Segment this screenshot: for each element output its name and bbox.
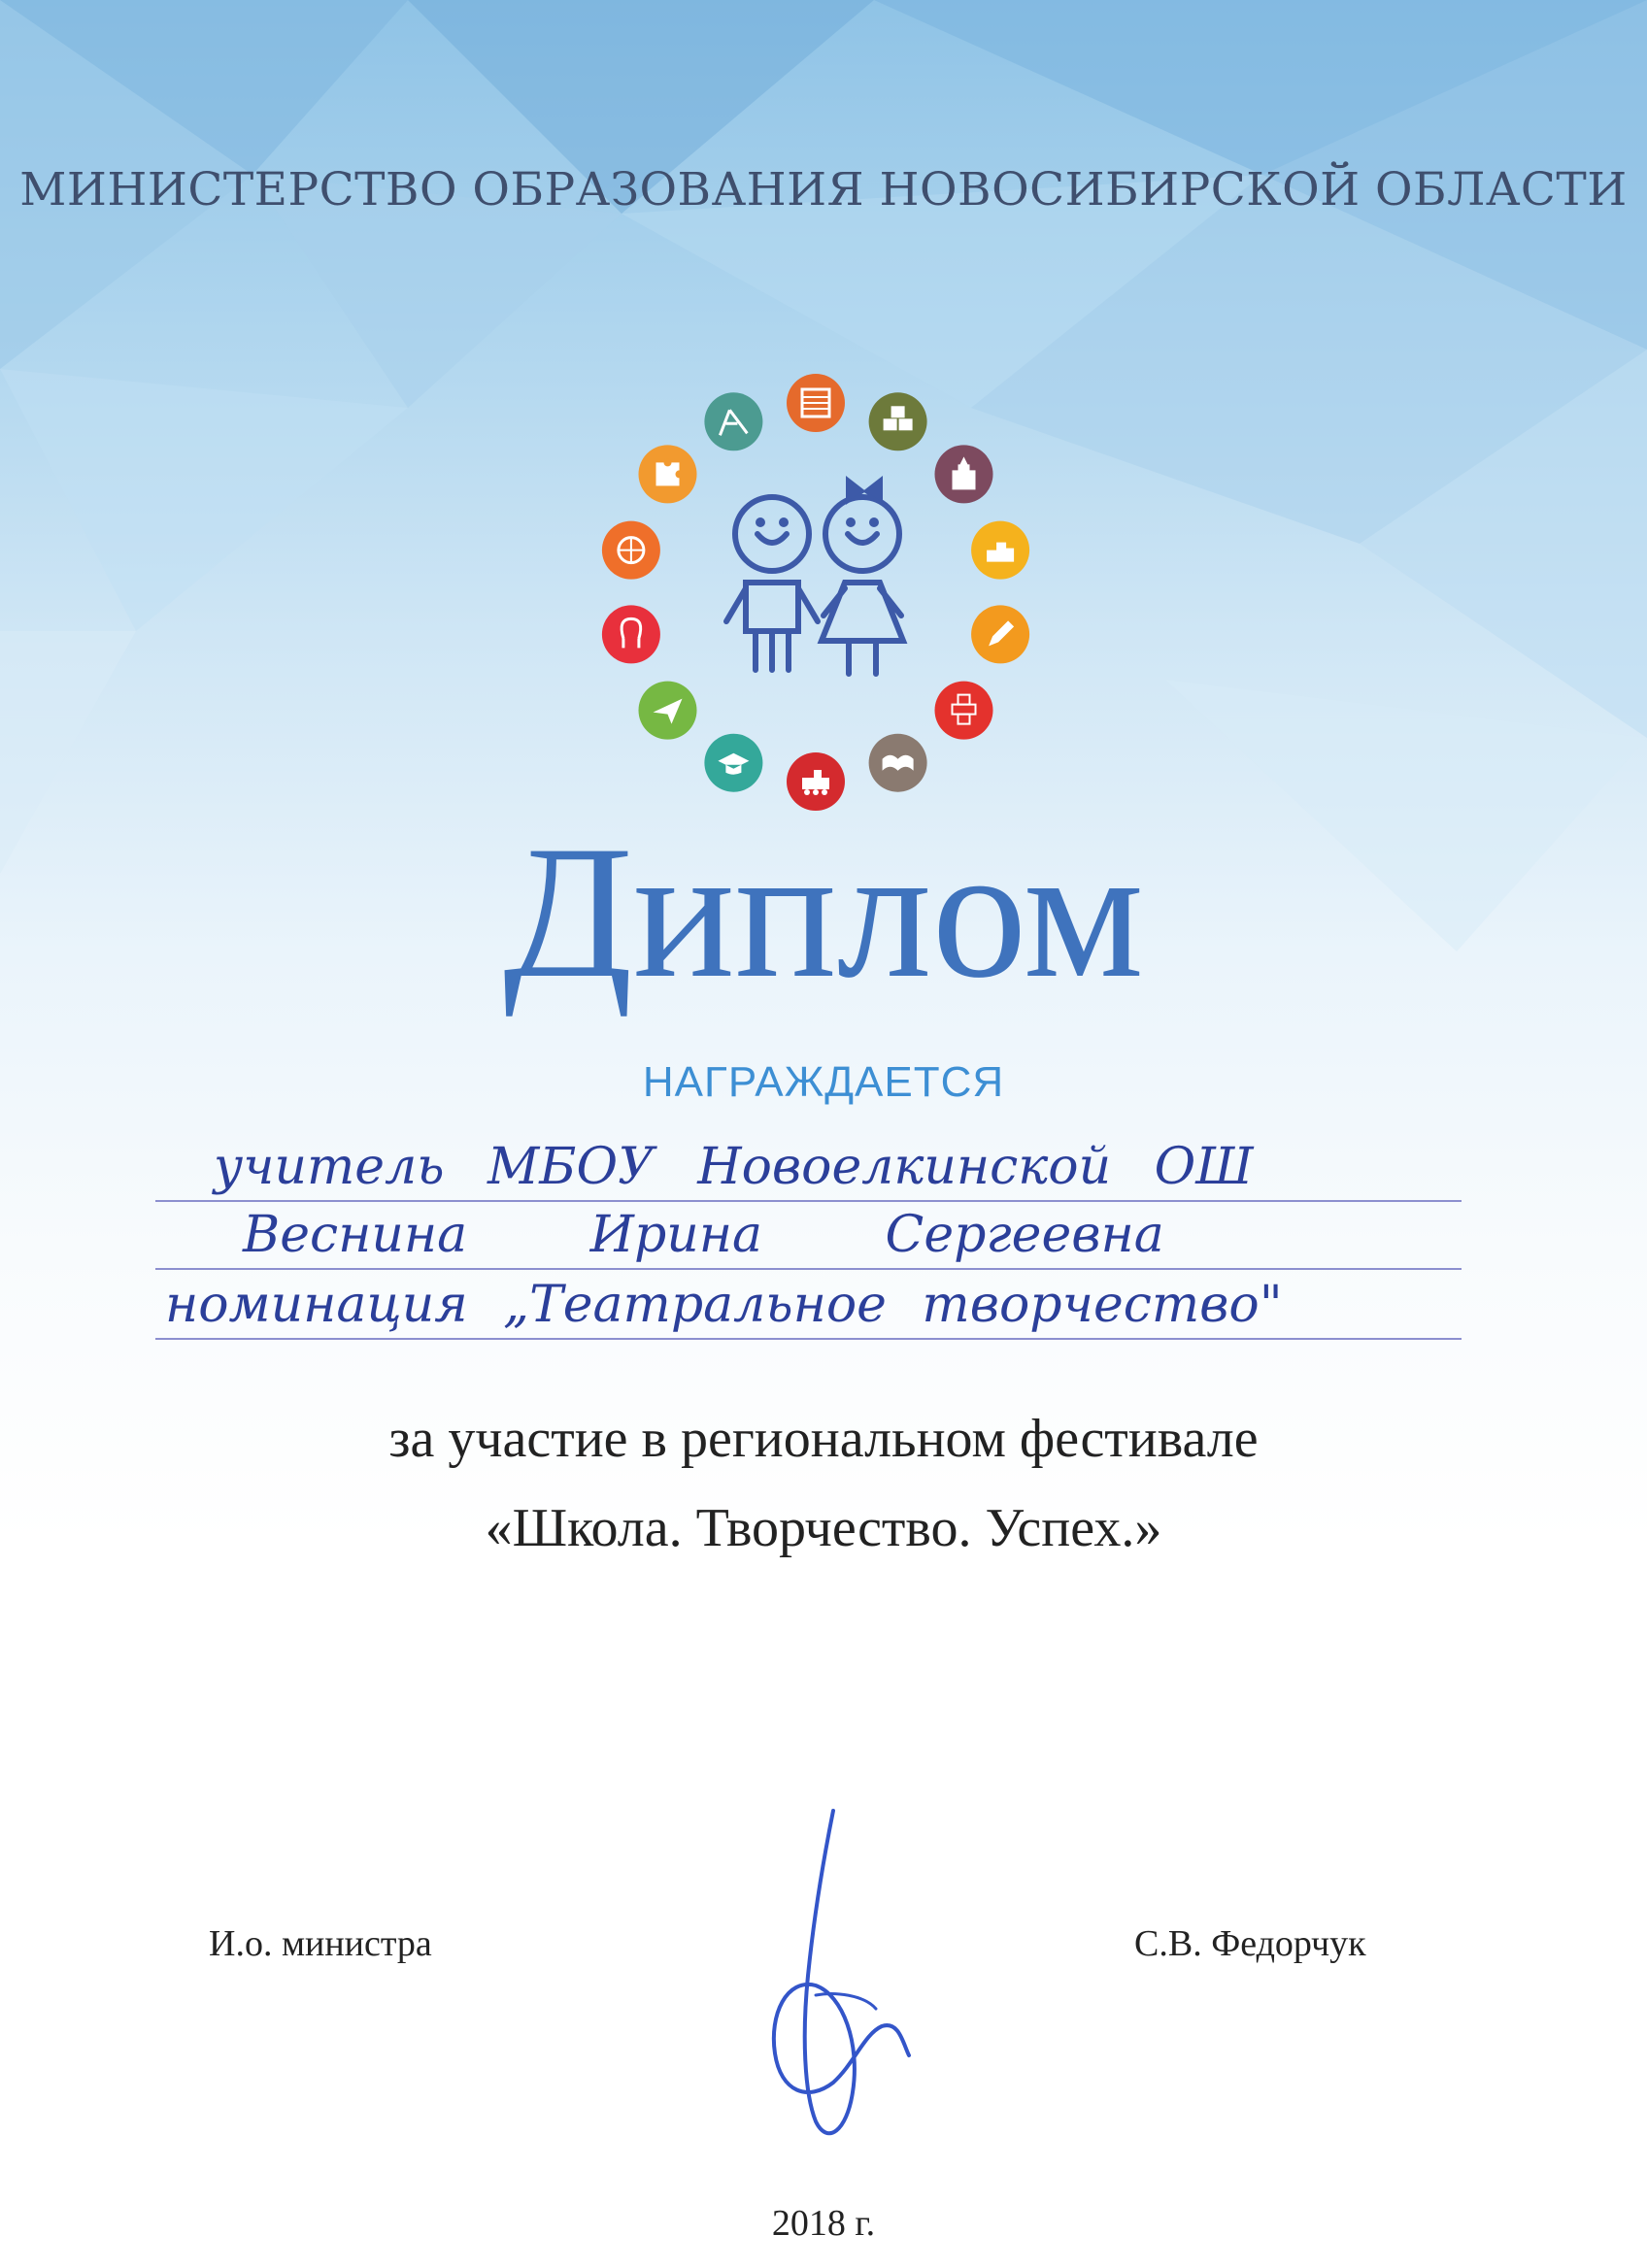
award-reason: за участие в региональном фестивале (388, 1409, 1259, 1469)
signatory-role: И.о. министра (209, 1923, 432, 1964)
pencil-icon (971, 605, 1029, 663)
festival-emblem (583, 359, 1049, 825)
castle-icon (935, 445, 993, 503)
hopscotch-icon (935, 682, 993, 740)
abacus-icon (787, 374, 845, 432)
recipient-position: учитель МБОУ Новоелкинской ОШ (214, 1138, 1254, 1196)
basketball-icon (602, 521, 660, 580)
handwritten-line-position (155, 1134, 1462, 1202)
handwritten-line-nomination (155, 1272, 1462, 1340)
open-book-icon (869, 734, 927, 792)
toy-train-icon (787, 752, 845, 811)
paper-plane-icon (639, 682, 697, 740)
recipient-nomination: номинация „Театральное творчество" (165, 1276, 1283, 1334)
signatory-name: С.В. Федорчук (1134, 1923, 1366, 1964)
graduation-cap-icon (704, 734, 762, 792)
puzzle-icon (639, 445, 697, 503)
diploma-title: Диплом (503, 807, 1144, 1017)
slide-icon (704, 392, 762, 450)
recipient-name: Веснина Ирина Сергеевна (243, 1206, 1164, 1264)
handwritten-line-name (155, 1202, 1462, 1270)
children-icon (726, 478, 903, 674)
toy-blocks-icon (971, 521, 1029, 580)
festival-name: «Школа. Творчество. Успех.» (485, 1498, 1162, 1558)
jump-rope-icon (602, 605, 660, 663)
abc-blocks-icon (869, 392, 927, 450)
handwritten-signature (719, 1801, 932, 2151)
awarded-label: НАГРАЖДАЕТСЯ (642, 1058, 1005, 1106)
ministry-heading: МИНИСТЕРСТВО ОБРАЗОВАНИЯ НОВОСИБИРСКОЙ ОБЛАСТИ (19, 163, 1628, 217)
issue-year: 2018 г. (771, 2203, 876, 2244)
